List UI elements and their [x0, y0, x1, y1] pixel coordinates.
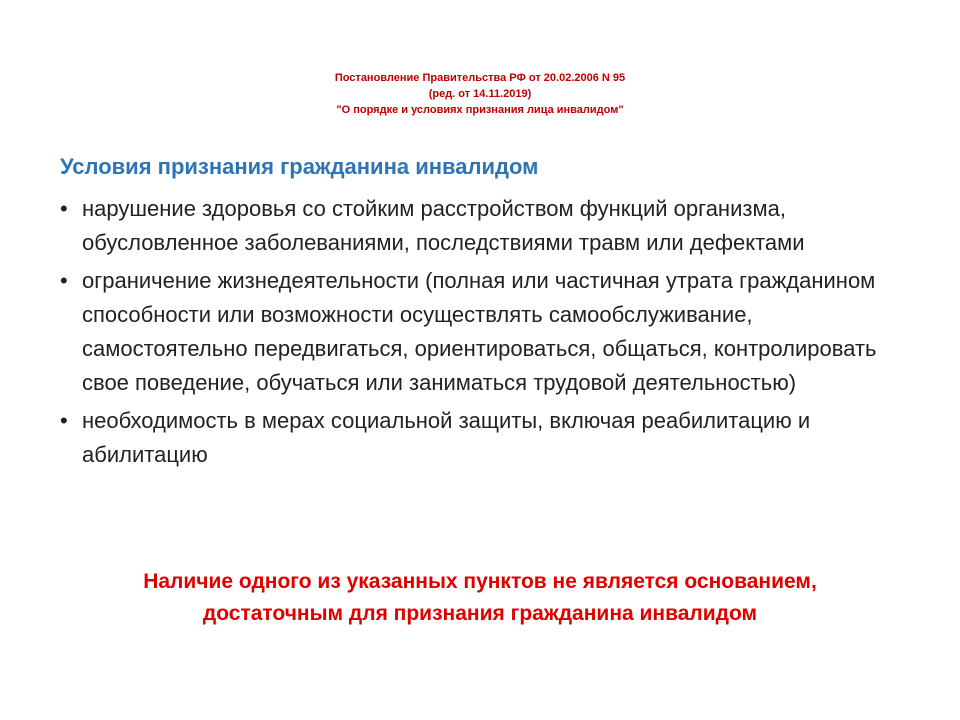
warning-line-1: Наличие одного из указанных пунктов не является основанием, — [143, 570, 817, 593]
bullet-icon: • — [60, 268, 68, 293]
decree-edition: (ред. от 14.11.2019) — [428, 88, 532, 100]
bullet-icon: • — [60, 196, 68, 221]
list-item-text: необходимость в мерах социальной защиты, включая реабилитацию и абилитацию — [82, 408, 811, 467]
warning-line-2: достаточным для признания гражданина инвалидом — [202, 602, 758, 625]
section-title: Условия признания гражданина инвалидом — [60, 154, 539, 179]
decree-name: "О порядке и условиях признания лица инвалидом" — [336, 104, 624, 116]
document-reference — [0, 70, 960, 118]
bullet-icon: • — [60, 408, 68, 433]
list-item — [60, 192, 880, 260]
list-item — [60, 264, 880, 400]
decree-title: Постановление Правительства РФ от 20.02.2006 N 95 — [334, 72, 626, 84]
list-item-text: ограничение жизнедеятельности (полная или частичная утрата гражданином способности или возможности осуществлять самообслуживание, самостоятельно передвигаться, ориентироваться, общаться, контролировать свое поведение, обучаться или заниматься трудовой деятельностью) — [82, 268, 877, 395]
list-item — [60, 404, 880, 472]
warning-note — [40, 566, 920, 630]
list-item-text: нарушение здоровья со стойким расстройством функций организма, обусловленное заболеваниями, последствиями травм или дефектами — [82, 196, 805, 255]
conditions-list — [60, 192, 880, 476]
